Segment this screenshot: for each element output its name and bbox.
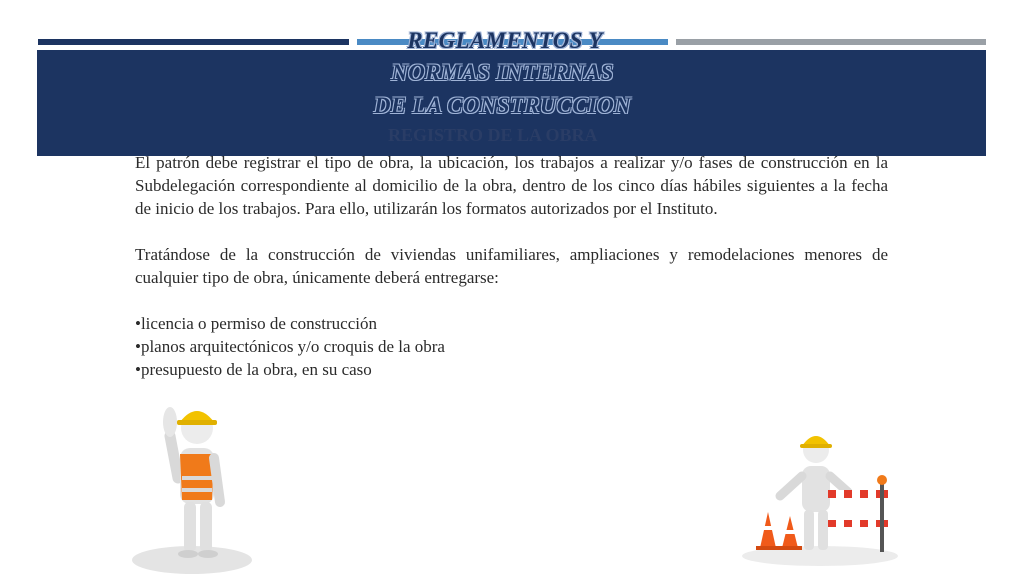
worker-stop-gesture-icon [130, 392, 260, 576]
list-item: •planos arquitectónicos y/o croquis de la obra [135, 337, 445, 356]
slide-body [135, 151, 888, 381]
requirements-list [135, 312, 888, 381]
paragraph-registration: El patrón debe registrar el tipo de obra, la ubicación, los trabajos a realizar y/o fases de construcción en la Subdelegación correspondiente al domicilio de la obra, dentro de los cinco días hábiles siguientes a la fecha de inicio de los trabajos. Para ello, utilizarán los formatos autorizados por el Instituto. [135, 153, 888, 218]
section-subtitle: REGISTRO DE LA OBRA [388, 125, 598, 145]
slide-title-line-1: REGLAMENTOS Y [407, 28, 603, 53]
list-item: •licencia o permiso de construcción [135, 314, 377, 333]
worker-with-barrier-icon [740, 420, 900, 570]
paragraph-requirements: Tratándose de la construcción de viviendas unifamiliares, ampliaciones y remodelaciones menores de cualquier tipo de obra, únicamente deberá entregarse: [135, 245, 888, 287]
slide-title-line-3: DE LA CONSTRUCCION [373, 93, 632, 118]
slide-title-line-2: NORMAS INTERNAS [391, 60, 614, 85]
list-item: •presupuesto de la obra, en su caso [135, 360, 372, 379]
